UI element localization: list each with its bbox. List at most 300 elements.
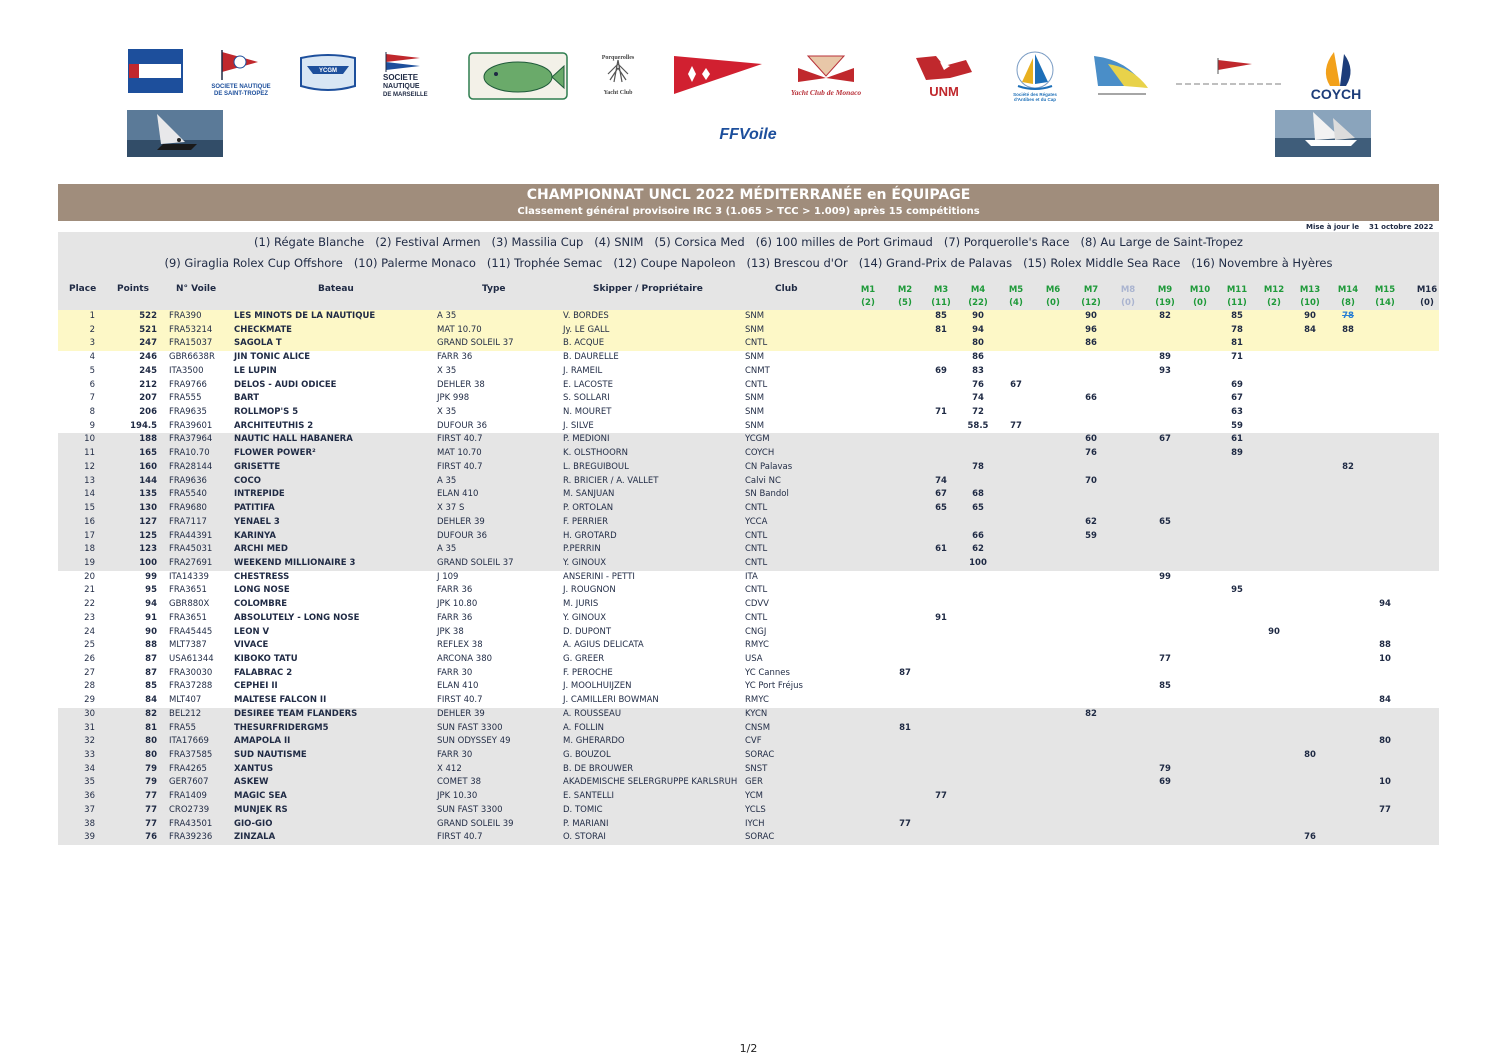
- score-m4: 86: [972, 352, 984, 363]
- cell-bateau: DELOS - AUDI ODICEE: [234, 379, 337, 390]
- coych-logo: [1300, 48, 1372, 102]
- cell-voile: FRA30030: [169, 667, 213, 678]
- cell-voile: FRA39601: [169, 420, 213, 431]
- table-row: [58, 516, 1439, 530]
- sailing-photo-left: [127, 110, 223, 157]
- score-m15: 88: [1379, 640, 1391, 651]
- score-m11: 89: [1231, 448, 1243, 459]
- cell-place: 15: [84, 503, 95, 514]
- cell-place: 16: [84, 516, 95, 527]
- cell-voile: ITA3500: [169, 365, 204, 376]
- cell-bateau: GRISETTE: [234, 461, 281, 472]
- sorac-logo: [1000, 48, 1070, 102]
- table-row: [58, 365, 1439, 379]
- svg-text:SOCIETE NAUTIQUE: SOCIETE NAUTIQUE: [211, 84, 271, 90]
- cell-club: SNM: [745, 352, 765, 363]
- cell-voile: FRA39236: [169, 832, 213, 843]
- score-m4: 74: [972, 393, 984, 404]
- cell-type: FIRST 40.7: [437, 434, 483, 445]
- cell-points: 160: [139, 461, 157, 472]
- cell-points: 246: [139, 352, 157, 363]
- score-m3: 65: [935, 503, 947, 514]
- score-m15: 84: [1379, 695, 1391, 706]
- cell-voile: FRA9766: [169, 379, 207, 390]
- manche-header-m4: [958, 284, 998, 310]
- manche-code: M11: [1226, 285, 1248, 295]
- header-points: Points: [117, 284, 149, 294]
- cell-points: 82: [145, 708, 157, 719]
- cell-points: 130: [139, 503, 157, 514]
- table-row: [58, 831, 1439, 845]
- cell-type: DUFOUR 36: [437, 530, 487, 541]
- svg-text:Yacht Club de Monaco: Yacht Club de Monaco: [790, 88, 862, 97]
- cell-bateau: VIVACE: [234, 640, 269, 651]
- cell-club: ITA: [745, 571, 758, 582]
- cell-place: 2: [89, 324, 95, 335]
- score-m11: 78: [1231, 324, 1243, 335]
- cell-skipper: P. MARIANI: [563, 818, 609, 829]
- cell-club: SORAC: [745, 832, 775, 843]
- cell-place: 37: [84, 804, 95, 815]
- unm-logo: [906, 52, 982, 100]
- score-m9: 89: [1159, 352, 1171, 363]
- score-m15: 80: [1379, 736, 1391, 747]
- cell-bateau: SAGOLA T: [234, 338, 282, 349]
- score-m4: 62: [972, 544, 984, 555]
- score-m7: 82: [1085, 708, 1097, 719]
- cell-type: GRAND SOLEIL 39: [437, 818, 514, 829]
- score-m4: 90: [972, 311, 984, 321]
- cell-skipper: K. OLSTHOORN: [563, 448, 629, 459]
- score-m15: 77: [1379, 804, 1391, 815]
- cell-skipper: G. BOUZOL: [563, 750, 611, 760]
- cell-points: 88: [145, 640, 157, 651]
- cell-type: DUFOUR 36: [437, 420, 487, 431]
- cell-club: CNSM: [745, 722, 771, 733]
- cell-voile: FRA15037: [169, 338, 213, 349]
- manche-header-m15: [1365, 284, 1405, 310]
- ycgm-logo: [297, 52, 359, 96]
- cell-voile: BEL212: [169, 708, 202, 719]
- table-row: [58, 447, 1439, 461]
- cell-bateau: COCO: [234, 475, 261, 486]
- cell-skipper: E. LACOSTE: [563, 379, 613, 390]
- cell-club: SNM: [745, 311, 765, 321]
- table-row: [58, 475, 1439, 489]
- table-row: [58, 461, 1439, 475]
- score-m14: 78: [1342, 311, 1354, 321]
- cell-points: 77: [145, 818, 157, 829]
- cell-points: 95: [145, 585, 157, 596]
- cell-club: CDVV: [745, 599, 769, 610]
- table-row: [58, 694, 1439, 708]
- cell-club: USA: [745, 653, 763, 664]
- cell-type: FARR 36: [437, 585, 473, 596]
- ycpg-logo: [468, 52, 568, 100]
- score-m2: 77: [899, 818, 911, 829]
- cell-bateau: THESURFRIDERGM5: [234, 722, 329, 733]
- cell-bateau: ARCHITEUTHIS 2: [234, 420, 314, 431]
- cell-voile: MLT7387: [169, 640, 207, 651]
- cell-voile: FRA390: [169, 311, 202, 321]
- cell-points: 247: [139, 338, 157, 349]
- svg-text:YCGM: YCGM: [319, 68, 337, 74]
- ycm-logo: [778, 48, 874, 100]
- cell-bateau: CEPHEI II: [234, 681, 278, 692]
- score-m3: 69: [935, 365, 947, 376]
- cell-type: SUN FAST 3300: [437, 722, 503, 733]
- manche-code: M12: [1263, 285, 1285, 295]
- table-row: [58, 612, 1439, 626]
- manche-header-m12: [1254, 284, 1294, 310]
- cell-type: GRAND SOLEIL 37: [437, 557, 514, 568]
- cell-club: YCLS: [745, 804, 766, 815]
- cell-place: 29: [84, 695, 95, 706]
- header-skipper: Skipper / Propriétaire: [593, 284, 703, 294]
- score-m9: 99: [1159, 571, 1171, 582]
- score-m13: 90: [1304, 311, 1316, 321]
- cell-skipper: Y. GINOUX: [563, 557, 607, 568]
- cell-place: 39: [84, 832, 95, 843]
- score-m9: 93: [1159, 365, 1171, 376]
- table-row: [58, 488, 1439, 502]
- monaco-flag-logo: [672, 54, 764, 96]
- cell-voile: FRA27691: [169, 557, 213, 568]
- cell-skipper: D. DUPONT: [563, 626, 612, 637]
- manche-header-m3: [921, 284, 961, 310]
- score-m4: 83: [972, 365, 984, 376]
- cell-type: JPK 10.30: [437, 791, 478, 802]
- cell-type: ARCONA 380: [437, 653, 493, 664]
- manche-code: M16: [1416, 285, 1438, 295]
- cell-place: 1: [89, 311, 95, 321]
- score-m7: 76: [1085, 448, 1097, 459]
- manche-count: (4): [1009, 298, 1023, 308]
- cell-voile: FRA45031: [169, 544, 213, 555]
- cell-type: FARR 30: [437, 667, 473, 678]
- cell-bateau: CHECKMATE: [234, 324, 292, 335]
- manche-code: M1: [860, 285, 876, 295]
- table-row: [58, 557, 1439, 571]
- cell-skipper: A. FOLLIN: [563, 722, 604, 733]
- cell-skipper: P. MEDIONI: [563, 434, 610, 445]
- cell-bateau: WEEKEND MILLIONAIRE 3: [234, 557, 356, 568]
- cell-skipper: F. PERRIER: [563, 516, 609, 527]
- manche-code: M9: [1157, 285, 1173, 295]
- cell-bateau: LE LUPIN: [234, 365, 277, 376]
- manche-header-m1: [848, 284, 888, 310]
- cell-skipper: AKADEMISCHE SELERGRUPPE KARLSRUH: [563, 777, 738, 788]
- cell-club: SNM: [745, 324, 765, 335]
- score-m11: 85: [1231, 311, 1243, 321]
- cell-points: 165: [139, 448, 157, 459]
- cell-club: CNTL: [745, 612, 768, 623]
- score-m11: 59: [1231, 420, 1243, 431]
- cell-place: 36: [84, 791, 95, 802]
- page-number: 1/2: [739, 1042, 758, 1055]
- cell-club: SNM: [745, 407, 765, 418]
- cell-bateau: LONG NOSE: [234, 585, 290, 596]
- cell-voile: FRA3651: [169, 585, 207, 596]
- score-m7: 66: [1085, 393, 1097, 404]
- cell-skipper: S. SOLLARI: [563, 393, 610, 404]
- cell-club: CNTL: [745, 379, 768, 390]
- table-row: [58, 392, 1439, 406]
- cell-type: FARR 36: [437, 612, 473, 623]
- table-row: [58, 818, 1439, 832]
- cell-voile: ITA17669: [169, 736, 209, 747]
- cell-place: 24: [84, 626, 95, 637]
- cell-voile: FRA37964: [169, 434, 213, 445]
- table-row: [58, 667, 1439, 681]
- score-m4: 66: [972, 530, 984, 541]
- score-m9: 82: [1159, 311, 1171, 321]
- manche-header-m16: [1407, 284, 1447, 310]
- cell-place: 26: [84, 653, 95, 664]
- manche-header-m6: [1033, 284, 1073, 310]
- cell-type: A 35: [437, 544, 457, 555]
- manche-header-m9: [1145, 284, 1185, 310]
- svg-text:SOCIETE: SOCIETE: [383, 73, 419, 82]
- table-row: [58, 804, 1439, 818]
- cell-place: 23: [84, 612, 95, 623]
- svg-text:d'Antibes et du Cap: d'Antibes et du Cap: [1013, 97, 1057, 102]
- cell-place: 38: [84, 818, 95, 829]
- cell-type: FARR 36: [437, 352, 473, 363]
- cell-points: 80: [145, 736, 157, 747]
- sail-logo: [1088, 50, 1156, 100]
- cell-points: 207: [139, 393, 157, 404]
- cell-skipper: E. SANTELLI: [563, 791, 615, 802]
- score-m4: 78: [972, 461, 984, 472]
- cell-points: 84: [145, 695, 157, 706]
- score-m3: 74: [935, 475, 947, 486]
- cell-voile: FRA555: [169, 393, 202, 404]
- cell-points: 135: [139, 489, 157, 500]
- table-row: [58, 502, 1439, 516]
- cell-voile: FRA53214: [169, 324, 213, 335]
- cell-type: COMET 38: [437, 777, 482, 788]
- cell-club: KYCN: [745, 708, 768, 719]
- manche-count: (5): [898, 298, 912, 308]
- manche-header-m5: [996, 284, 1036, 310]
- cell-skipper: Y. GINOUX: [563, 612, 607, 623]
- manche-code: M3: [933, 285, 949, 295]
- cell-club: COYCH: [745, 448, 775, 459]
- cell-club: RMYC: [745, 640, 769, 651]
- svg-text:NAUTIQUE: NAUTIQUE: [383, 83, 420, 90]
- cell-points: 77: [145, 804, 157, 815]
- ranking-table: [58, 310, 1439, 845]
- cell-points: 212: [139, 379, 157, 390]
- cell-place: 8: [89, 407, 95, 418]
- legend-line-2: (9) Giraglia Rolex Cup Offshore (10) Palerme Monaco (11) Trophée Semac (12) Coupe Napoleon (13) Brescou d'Or (14) Grand-Prix de Palavas (15) Rolex Middle Sea Race (16) Novembre à Hyères: [164, 256, 1333, 270]
- score-m15: 10: [1379, 777, 1391, 788]
- manche-count: (0): [1193, 298, 1207, 308]
- cell-place: 11: [84, 448, 95, 459]
- score-m3: 81: [935, 324, 947, 335]
- cell-place: 35: [84, 777, 95, 788]
- score-m7: 86: [1085, 338, 1097, 349]
- svg-text:COYCH: COYCH: [1310, 86, 1362, 102]
- cell-place: 7: [89, 393, 95, 404]
- cell-bateau: INTREPIDE: [234, 489, 285, 500]
- cell-club: CN Palavas: [745, 461, 793, 472]
- manche-count: (10): [1300, 298, 1320, 308]
- manche-count: (14): [1375, 298, 1395, 308]
- manche-count: (2): [1267, 298, 1281, 308]
- cell-place: 3: [89, 338, 95, 349]
- score-m4: 94: [972, 324, 984, 335]
- cell-club: YC Cannes: [745, 667, 790, 678]
- cell-type: X 412: [437, 763, 462, 774]
- cell-type: ELAN 410: [437, 489, 479, 500]
- cell-skipper: J. ROUGNON: [563, 585, 616, 596]
- cell-points: 194.5: [130, 420, 157, 431]
- cell-place: 25: [84, 640, 95, 651]
- manche-count: (19): [1155, 298, 1175, 308]
- cell-place: 20: [84, 571, 95, 582]
- cell-club: CVF: [745, 736, 762, 747]
- cell-points: 245: [139, 365, 157, 376]
- svg-text:DE SAINT-TROPEZ: DE SAINT-TROPEZ: [213, 91, 269, 97]
- table-row: [58, 530, 1439, 544]
- manche-count: (12): [1081, 298, 1101, 308]
- cell-voile: FRA9636: [169, 475, 207, 486]
- cell-type: X 37 S: [437, 503, 465, 514]
- cell-points: 79: [145, 777, 157, 788]
- cell-club: CNMT: [745, 365, 770, 376]
- cell-place: 4: [89, 352, 95, 363]
- cell-type: X 35: [437, 365, 457, 376]
- cell-skipper: A. AGIUS DELICATA: [563, 640, 644, 651]
- manche-header-m14: [1328, 284, 1368, 310]
- manche-code: M2: [897, 285, 913, 295]
- cell-points: 87: [145, 667, 157, 678]
- header-club: Club: [775, 284, 798, 294]
- cell-club: CNTL: [745, 585, 768, 596]
- manche-count: (11): [1227, 298, 1247, 308]
- cell-skipper: P.PERRIN: [563, 544, 601, 555]
- manche-code: M13: [1299, 285, 1321, 295]
- svg-text:Yacht Club: Yacht Club: [603, 90, 633, 96]
- manche-code: M4: [970, 285, 986, 295]
- cell-type: FIRST 40.7: [437, 695, 483, 706]
- cell-club: CNTL: [745, 544, 768, 555]
- cell-place: 14: [84, 489, 95, 500]
- cell-voile: FRA43501: [169, 818, 213, 829]
- cell-voile: CRO2739: [169, 804, 210, 815]
- cell-skipper: M. SANJUAN: [563, 489, 615, 500]
- cell-voile: GBR880X: [169, 599, 210, 610]
- score-m9: 79: [1159, 763, 1171, 774]
- cell-voile: FRA9680: [169, 503, 207, 514]
- cell-points: 99: [145, 571, 157, 582]
- manche-count: (2): [861, 298, 875, 308]
- cell-bateau: KIBOKO TATU: [234, 653, 298, 664]
- manche-code: M15: [1374, 285, 1396, 295]
- cell-club: SNM: [745, 393, 765, 404]
- cell-skipper: J. RAMEIL: [563, 365, 603, 376]
- cell-club: CNGJ: [745, 626, 767, 637]
- cell-bateau: CHESTRESS: [234, 571, 290, 582]
- porquerolles-logo: [586, 52, 650, 98]
- manche-header-m7: [1071, 284, 1111, 310]
- score-m11: 81: [1231, 338, 1243, 349]
- score-m7: 90: [1085, 311, 1097, 321]
- cell-points: 188: [139, 434, 157, 445]
- cell-points: 85: [145, 681, 157, 692]
- legend-line-1: (1) Régate Blanche (2) Festival Armen (3) Massilia Cup (4) SNIM (5) Corsica Med (6) 100 milles de Port Grimaud (7) Porquerolle's Race (8) Au Large de Saint-Tropez: [254, 235, 1243, 249]
- cell-type: FIRST 40.7: [437, 832, 483, 843]
- cell-voile: GBR6638R: [169, 352, 215, 363]
- cell-club: CNTL: [745, 557, 768, 568]
- cell-place: 21: [84, 585, 95, 596]
- cell-club: RMYC: [745, 695, 769, 706]
- cell-skipper: L. BREGUIBOUL: [563, 461, 629, 472]
- score-m4: 80: [972, 338, 984, 349]
- cell-club: YCCA: [745, 516, 768, 527]
- score-m13: 80: [1304, 750, 1316, 760]
- score-m4: 65: [972, 503, 984, 514]
- manche-count: (22): [968, 298, 988, 308]
- cell-bateau: YENAEL 3: [234, 516, 280, 527]
- cell-skipper: M. JURIS: [563, 599, 599, 610]
- table-row: [58, 639, 1439, 653]
- table-row: [58, 351, 1439, 365]
- score-m3: 77: [935, 791, 947, 802]
- table-row: [58, 722, 1439, 736]
- cell-points: 123: [139, 544, 157, 555]
- cell-type: DEHLER 39: [437, 708, 485, 719]
- cell-skipper: J. SILVE: [563, 420, 594, 431]
- cell-skipper: R. BRICIER / A. VALLET: [563, 475, 659, 486]
- cell-club: YC Port Fréjus: [745, 681, 803, 692]
- cell-bateau: JIN TONIC ALICE: [234, 352, 311, 363]
- cell-place: 9: [89, 420, 95, 431]
- cell-type: JPK 10.80: [437, 599, 478, 610]
- cell-bateau: AMAPOLA II: [234, 736, 291, 747]
- cell-skipper: J. CAMILLERI BOWMAN: [563, 695, 659, 706]
- table-row: [58, 310, 1439, 324]
- manche-count: (0): [1046, 298, 1060, 308]
- cell-club: IYCH: [745, 818, 765, 829]
- score-m7: 60: [1085, 434, 1097, 445]
- score-m5: 67: [1010, 379, 1022, 390]
- cell-skipper: B. ACQUE: [563, 338, 605, 349]
- sponsor-logos: [0, 0, 1497, 180]
- svg-text:UNM: UNM: [929, 84, 959, 99]
- cell-club: YCM: [745, 791, 763, 802]
- cell-voile: FRA7117: [169, 516, 207, 527]
- cell-club: Calvi NC: [745, 475, 781, 486]
- cell-voile: FRA4265: [169, 763, 207, 774]
- cell-skipper: G. GREER: [563, 653, 605, 664]
- manche-count: (0): [1121, 298, 1135, 308]
- snm-logo: [380, 50, 438, 98]
- cell-place: 12: [84, 461, 95, 472]
- score-m14: 82: [1342, 461, 1354, 472]
- cell-type: FIRST 40.7: [437, 461, 483, 472]
- cell-points: 80: [145, 750, 157, 760]
- cell-club: SNM: [745, 420, 765, 431]
- header-voile: N° Voile: [176, 284, 217, 294]
- cell-place: 34: [84, 763, 95, 774]
- score-m11: 63: [1231, 407, 1243, 418]
- cell-bateau: SUD NAUTISME: [234, 750, 307, 760]
- cell-points: 94: [145, 599, 157, 610]
- table-row: [58, 324, 1439, 338]
